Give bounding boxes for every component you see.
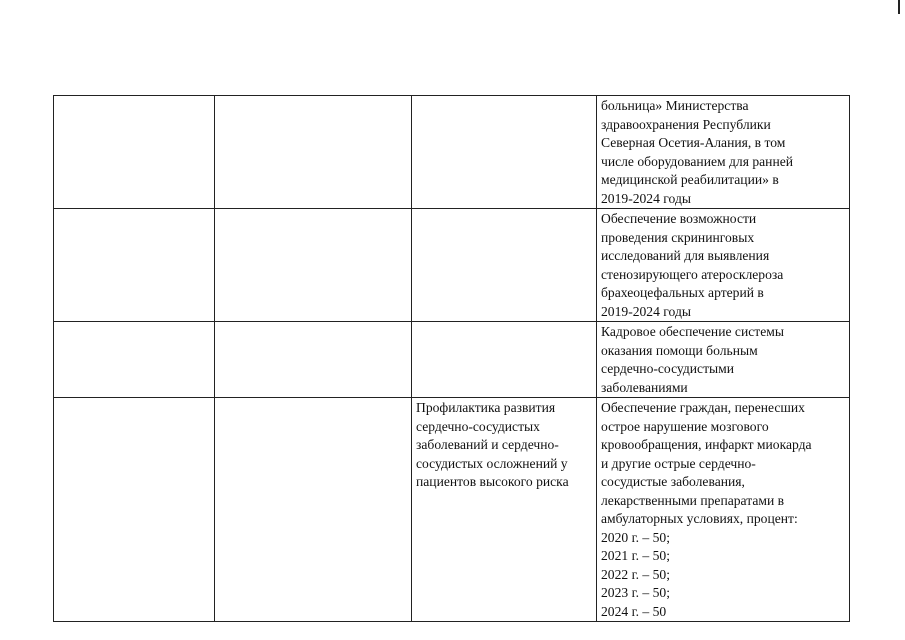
table-cell-measure — [597, 209, 850, 322]
table-cell — [215, 398, 412, 622]
table-cell-measure — [597, 322, 850, 398]
table-cell — [215, 209, 412, 322]
text-line: проведения скрининговых — [601, 229, 755, 245]
text-line: кровообращения, инфаркт миокарда — [601, 437, 812, 452]
text-line: острое нарушение мозгового — [601, 418, 769, 434]
text-line: 2022 г. – 50; — [601, 566, 670, 582]
table-cell-program — [412, 398, 597, 622]
text-line: 2019-2024 годы — [601, 190, 691, 206]
text-line: здравоохранения Республики — [601, 116, 771, 132]
table-cell — [215, 322, 412, 398]
table-cell — [412, 96, 597, 209]
text-line: 2024 г. – 50 — [601, 603, 667, 619]
text-line: брахеоцефальных артерий в — [601, 285, 764, 300]
text-line: пациентов высокого риска — [416, 474, 569, 489]
text-line: числе оборудованием для ранней — [601, 153, 794, 169]
text-line: Северная Осетия-Алания, в том — [601, 135, 786, 150]
table-cell — [215, 96, 412, 209]
table-cell — [54, 209, 215, 322]
table-row — [54, 209, 850, 322]
text-line: 2023 г. – 50; — [601, 585, 670, 600]
text-line: Обеспечение граждан, перенесших — [601, 400, 805, 415]
text-line: амбулаторных условиях, процент: — [601, 511, 798, 526]
text-line: и другие острые сердечно- — [601, 455, 756, 471]
table-cell — [54, 398, 215, 622]
text-line: сосудистые заболевания, — [601, 474, 745, 489]
text-line: 2020 г. – 50; — [601, 529, 670, 545]
text-line: исследований для выявления — [601, 248, 770, 263]
table-cell — [54, 96, 215, 209]
text-line: лекарственными препаратами в — [601, 492, 785, 508]
text-line: сосудистых осложнений у — [416, 455, 568, 471]
text-line: Профилактика развития — [416, 400, 556, 415]
table-row — [54, 96, 850, 209]
table-row — [54, 398, 850, 622]
text-line: заболеваний и сердечно- — [416, 437, 559, 452]
text-line: 2019-2024 годы — [601, 303, 691, 319]
text-line: Обеспечение возможности — [601, 211, 757, 226]
table-cell — [412, 209, 597, 322]
text-line: Кадровое обеспечение системы — [601, 324, 784, 339]
text-line: сердечно-сосудистыми — [601, 361, 735, 376]
table-cell — [54, 322, 215, 398]
text-line: заболеваниями — [601, 379, 688, 395]
text-line: стенозирующего атеросклероза — [601, 266, 784, 282]
text-line: 2021 г. – 50; — [601, 548, 670, 563]
measures-table — [53, 95, 850, 622]
table-cell — [412, 322, 597, 398]
table-cell-measure — [597, 96, 850, 209]
text-line: оказания помощи больным — [601, 342, 758, 358]
text-line: сердечно-сосудистых — [416, 418, 540, 434]
text-line: медицинской реабилитации» в — [601, 172, 779, 187]
scan-edge-mark — [898, 0, 900, 14]
text-line: больница» Министерства — [601, 98, 749, 113]
table-row — [54, 322, 850, 398]
table-cell-measure — [597, 398, 850, 622]
